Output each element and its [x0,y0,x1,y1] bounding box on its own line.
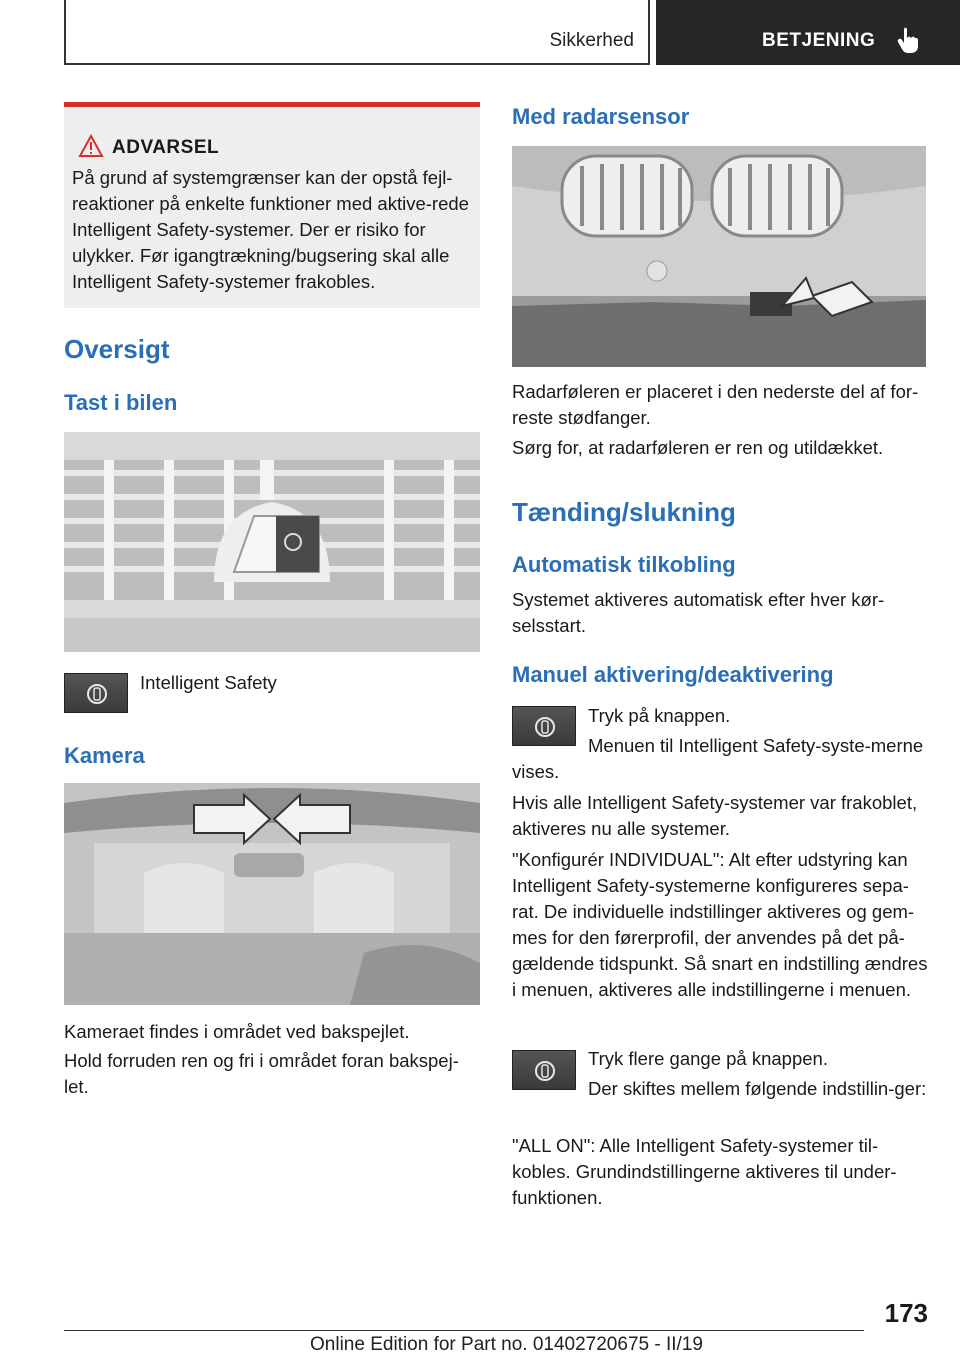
button-caption: Intelligent Safety [140,672,277,693]
chapter-title: BETJENING [762,30,876,51]
intelligent-safety-button-image [64,673,128,713]
radar-paragraph-1: Radarføleren er placeret i den nederste del af for-reste stødfanger. [512,381,919,428]
warning-title: ADVARSEL [112,137,220,158]
heading-manuel-aktivering: Manuel aktivering/deaktivering [512,662,834,687]
intelligent-safety-icon [86,683,108,705]
heading-med-radarsensor: Med radarsensor [512,104,690,129]
manual-step-1: Tryk på knappen. [588,705,731,726]
footer-edition: Online Edition for Part no. 01402720675 - II/19 [310,1334,703,1355]
manual-step-2: Tryk flere gange på knappen. [588,1048,828,1069]
manual-step-2-result: Der skiftes mellem følgende indstillin-ger: [588,1078,927,1099]
page-number: 173 [884,1298,928,1328]
camera-paragraph-1: Kameraet findes i området ved bakspejlet. [64,1021,410,1042]
section-title: Sikkerhed [549,30,634,51]
radar-sensor-figure [512,146,926,367]
pointing-hand-icon [896,26,920,54]
heading-oversigt: Oversigt [64,334,170,364]
manual-paragraph-3: "ALL ON": Alle Intelligent Safety-systemer til-kobles. Grundindstillingerne aktiveres til under-funktionen. [512,1135,897,1208]
manual-paragraph-2: "Konfigurér INDIVIDUAL": Alt efter udstyring kan Intelligent Safety-systemerne konfigureres sepa-rat. De individuelle indstillinger aktiveres og gem-mes for den førerprofil, der anvendes på det på-gældende tidspunkt. Så snart en indstilling ændres i menuen, aktiveres alle indstillingerne i menuen. [512,849,928,1000]
auto-paragraph: Systemet aktiveres automatisk efter hver kør-selsstart. [512,589,885,636]
heading-automatisk-tilkobling: Automatisk tilkobling [512,552,736,577]
camera-figure [64,783,480,1005]
grille-button-figure [64,432,480,652]
radar-paragraph-2: Sørg for, at radarføleren er ren og utildækket. [512,437,884,458]
heading-tast-i-bilen: Tast i bilen [64,390,178,415]
manual-paragraph-1: Hvis alle Intelligent Safety-systemer var frakoblet, aktiveres nu alle systemer. [512,792,918,839]
header-chapter-tab [656,0,960,65]
footer-divider [64,1330,864,1331]
warning-triangle-icon [78,134,104,158]
warning-text: På grund af systemgrænser kan der opstå fejl-reaktioner på enkelte funktioner med aktive-rede Intelligent Safety-systemer. Der er risiko for ulykker. Før igangtrækning/bugsering skal alle Intelligent Safety-systemer frakobles. [72,167,469,292]
header-section-tab [64,0,650,65]
warning-box [64,102,480,308]
camera-paragraph-2: Hold forruden ren og fri i området foran bakspej-let. [64,1050,459,1097]
heading-kamera: Kamera [64,743,145,768]
heading-taending-slukning: Tænding/slukning [512,497,736,527]
manual-step-1-result: Menuen til Intelligent Safety-syste-merne vises. [512,735,924,782]
